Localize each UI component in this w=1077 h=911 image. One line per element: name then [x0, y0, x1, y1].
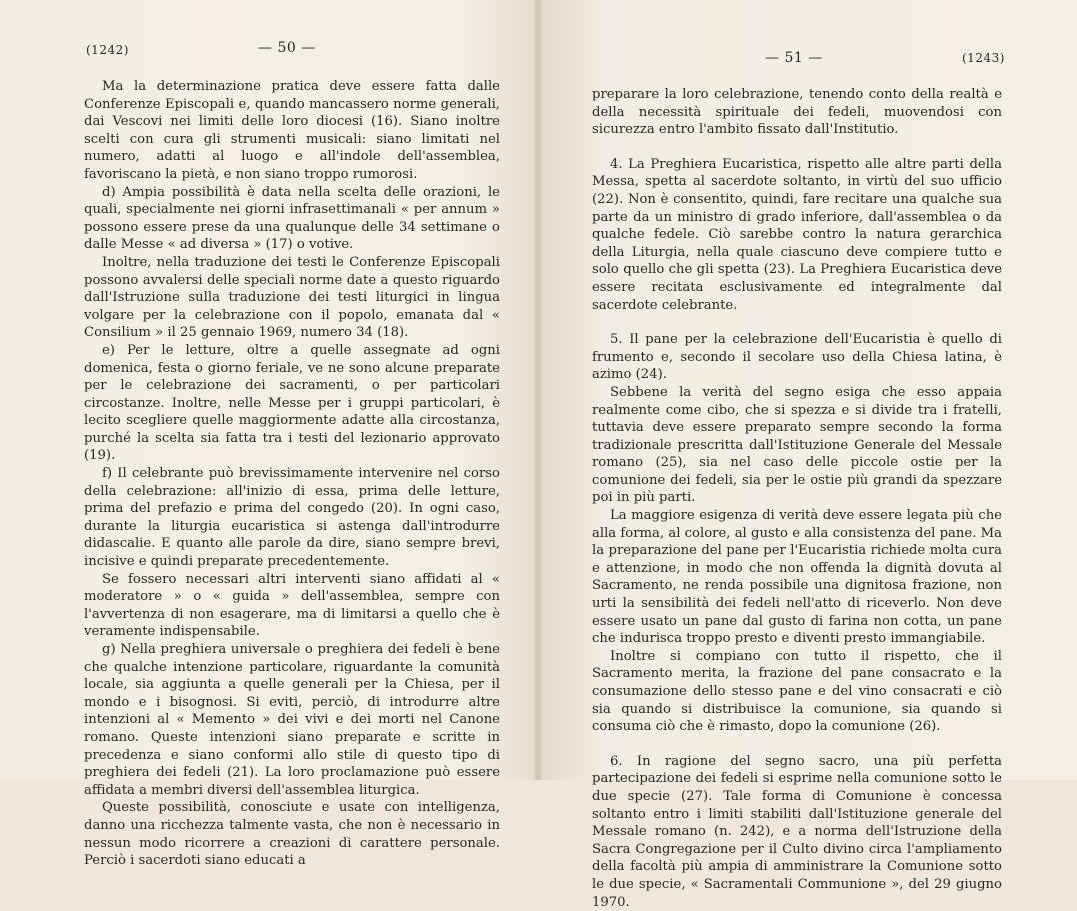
- right-page-text: [592, 86, 1002, 911]
- right-page-number: — 51 —: [765, 50, 823, 66]
- left-page-number: — 50 —: [258, 40, 316, 56]
- paragraph: La maggiore esigenza di verità deve essere legata più che alla forma, al colore, al gusto e alla consistenza del pane. Ma la preparazione del pane per l'Eucaristia richiede molta cura e attenzione, in modo che non offenda la dignità dovuta al Sacramento, ne renda possibile una dignitosa frazione, non urti la sensibilità dei fedeli nell'atto di riceverlo. Non deve essere usato un pane dal gusto di farina non cotta, un pane che indurisca troppo presto e diventi presto immangiabile.: [592, 508, 1002, 647]
- left-page-text: [84, 78, 500, 870]
- right-marginal-number: (1243): [962, 51, 1005, 65]
- paragraph: Queste possibilità, conosciute e usate con intelligenza, danno una ricchezza talmente vasta, che non è necessario in nessun modo ricorrere a creazioni di carattere personale. Perciò i sacerdoti siano educati a: [84, 800, 500, 869]
- left-marginal-number: (1242): [86, 43, 129, 57]
- paragraph: d) Ampia possibilità è data nella scelta delle orazioni, le quali, specialmente nei giorni infrasettimanali « per annum » possono essere prese da una qualunque delle 34 settimane o dalle Messe « ad diversa » (17) o votive.: [84, 184, 500, 253]
- paragraph: Se fossero necessari altri interventi siano affidati al « moderatore » o « guida » dell'assemblea, sempre con l'avvertenza di non esagerare, ma di limitarsi a quello che è veramente indispensabile.: [84, 571, 500, 640]
- paragraph: preparare la loro celebrazione, tenendo conto della realtà e della necessità spirituale dei fedeli, muovendosi con sicurezza entro l'ambito fissato dall'Institutio.: [592, 87, 1002, 138]
- paragraph: f) Il celebrante può brevissimamente intervenire nel corso della celebrazione: all'inizio di essa, prima delle letture, prima del prefazio e prima del congedo (20). In ogni caso, durante la liturgia eucaristica si astenga dall'introdurre didascalie. E quanto alle parole da dire, siano sempre brevi, incisive e quindi preparate precedentemente.: [84, 466, 500, 570]
- paragraph: g) Nella preghiera universale o preghiera dei fedeli è bene che qualche intenzione particolare, riguardante la comunità locale, sia aggiunta a quelle generali per la Chiesa, per il mondo e i bisognosi. Si eviti, perciò, di introdurre altre intenzioni al « Memento » dei vivi e dei morti nel Canone romano. Queste intenzioni siano preparate e scritte in precedenza e siano conformi allo stile di questo tipo di preghiera dei fedeli (21). La loro proclamazione può essere affidata a membri diversi dell'assemblea liturgica.: [84, 642, 500, 798]
- book-gutter: [534, 0, 542, 780]
- paragraph: 5. Il pane per la celebrazione dell'Eucaristia è quello di frumento e, secondo il secolare uso della Chiesa latina, è azimo (24).: [592, 332, 1002, 383]
- paragraph: Inoltre si compiano con tutto il rispetto, che il Sacramento merita, la frazione del pane consacrato e la consumazione dello stesso pane e del vino consacrati e ciò sia quando si distribuisce la comunione, sia quando si consuma ciò che è rimasto, dopo la comunione (26).: [592, 648, 1002, 735]
- paragraph: Sebbene la verità del segno esiga che esso appaia realmente come cibo, che si spezza e si divide tra i fratelli, tuttavia deve essere preparato sempre secondo la forma tradizionale prescritta dall'Istituzione Generale del Messale romano (25), sia nel caso delle piccole ostie per la comunione dei fedeli, sia per le ostie più grandi da spezzare poi in più parti.: [592, 384, 1002, 506]
- paragraph: 6. In ragione del segno sacro, una più perfetta partecipazione dei fedeli si esprime nella comunione sotto le due specie (27). Tale forma di Comunione è concessa soltanto entro i limiti stabiliti dall'Istituzione generale del Messale romano (n. 242), e a norma dell'Istruzione della Sacra Congregazione per il Culto divino circa l'ampliamento della facoltà più ampia di amministrare la Comunione sotto le due specie, « Sacramentali Communione », del 29 giugno 1970.: [592, 753, 1002, 910]
- paragraph: e) Per le letture, oltre a quelle assegnate ad ogni domenica, festa o giorno feriale, ve ne sono alcune preparate per le celebrazione dei sacramenti, o per particolari circostanze. Inoltre, nelle Messe per i gruppi particolari, è lecito scegliere quelle maggiormente adatte alla circostanza, purché la scelta sia fatta tra i testi del lezionario approvato (19).: [84, 342, 500, 464]
- paragraph: Inoltre, nella traduzione dei testi le Conferenze Episcopali possono avvalersi delle speciali norme date a questo riguardo dall'Istruzione sulla traduzione dei testi liturgici in lingua volgare per la celebrazione con il popolo, emanata dal « Consilium » il 25 gennaio 1969, numero 34 (18).: [84, 254, 500, 341]
- paragraph: 4. La Preghiera Eucaristica, rispetto alle altre parti della Messa, spetta al sacerdote soltanto, in virtù del suo ufficio (22). Non è consentito, quindi, fare recitare una qualche sua parte da un ministro di grado inferiore, dall'assemblea o da qualche fedele. Ciò sarebbe contro la natura gerarchica della Liturgia, nella quale ciascuno deve compiere tutto e solo quello che gli spetta (23). La Preghiera Eucaristica deve essere recitata esclusivamente ed integralmente dal sacerdote celebrante.: [592, 156, 1002, 313]
- paragraph: Ma la determinazione pratica deve essere fatta dalle Conferenze Episcopali e, quando mancassero norme generali, dai Vescovi nei limiti delle loro diocesi (16). Siano inoltre scelti con cura gli strumenti musicali: siano limitati nel numero, adatti al luogo e all'indole dell'assemblea, favoriscano la pietà, e non siano troppo rumorosi.: [84, 79, 500, 182]
